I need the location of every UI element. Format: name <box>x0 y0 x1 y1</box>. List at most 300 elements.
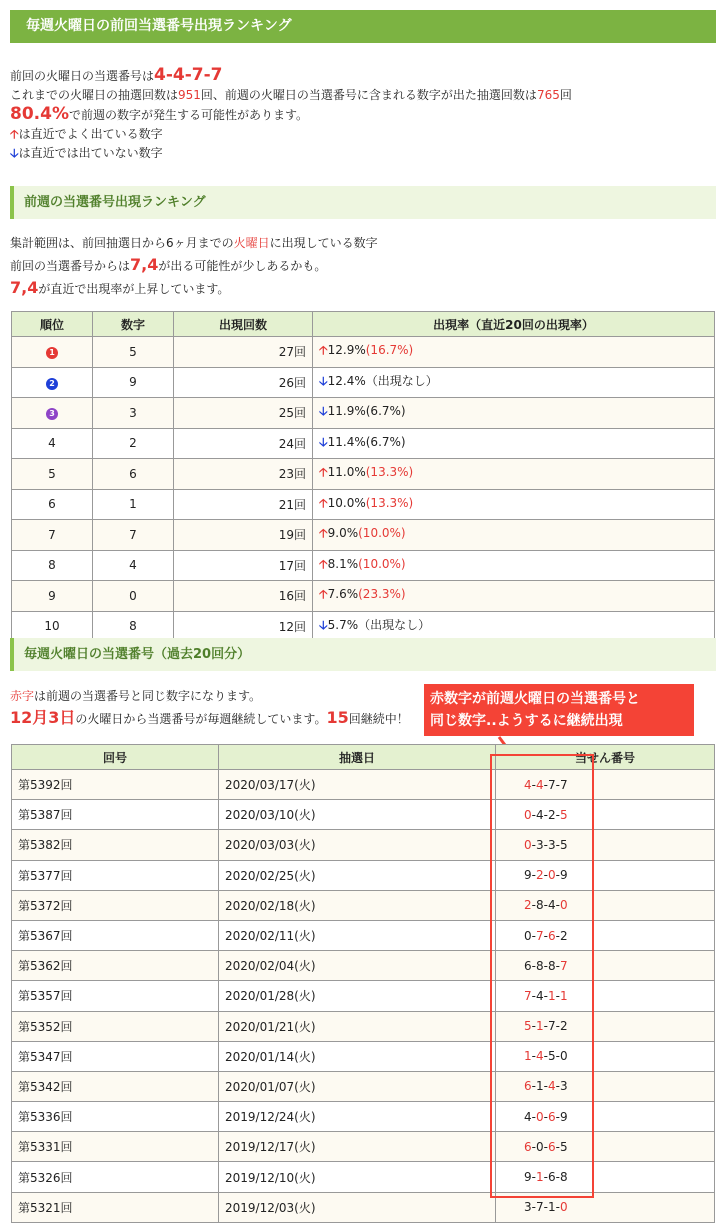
winning-cell <box>496 1162 715 1192</box>
callout-line2: 同じ数字..ようするに継続出現 <box>430 713 623 729</box>
date-cell: 2020/03/10(火) <box>219 800 496 830</box>
winning-digit: 0 <box>559 1049 568 1064</box>
rate-cell <box>313 581 715 612</box>
intro-block <box>10 66 710 163</box>
winning-cell <box>496 800 715 830</box>
col-rate: 出現率（直近20回の出現率） <box>313 312 715 337</box>
count-cell: 24回 <box>174 428 313 459</box>
round-cell: 第5331回 <box>12 1132 219 1162</box>
history-row <box>12 1192 715 1222</box>
col-winning: 当せん番号 <box>496 745 715 770</box>
round-cell: 第5347回 <box>12 1041 219 1071</box>
digit-separator: - <box>531 1170 536 1185</box>
arrow-down-icon: 🡣 <box>10 146 19 160</box>
round-cell: 第5367回 <box>12 920 219 950</box>
rate-cell <box>313 489 715 520</box>
number-cell: 0 <box>93 581 174 612</box>
count-cell: 26回 <box>174 367 313 398</box>
digit-separator: - <box>531 1079 536 1094</box>
recent-rate: (23.3%) <box>358 587 406 602</box>
winning-digit: 6 <box>547 1139 556 1154</box>
round-cell: 第5321回 <box>12 1192 219 1222</box>
winning-digit: 2 <box>547 807 556 822</box>
winning-digit: 1 <box>535 1079 544 1094</box>
winning-digit: 3 <box>547 837 556 852</box>
rank-cell: 5 <box>12 459 93 490</box>
round-cell: 第5372回 <box>12 890 219 920</box>
history-row <box>12 1162 715 1192</box>
digit-separator: - <box>543 807 548 822</box>
history-row <box>12 951 715 981</box>
streak-mid: の火曜日から当選番号が毎週継続しています。 <box>75 712 327 726</box>
digit-separator: - <box>543 988 548 1003</box>
trend-line <box>10 277 710 300</box>
col-rank: 順位 <box>12 312 93 337</box>
history-row <box>12 1011 715 1041</box>
digit-separator: - <box>555 777 560 792</box>
rank-cell: 7 <box>12 520 93 551</box>
col-count: 出現回数 <box>174 312 313 337</box>
count-cell: 16回 <box>174 581 313 612</box>
callout-line1: 赤数字が前週火曜日の当選番号と <box>430 691 640 707</box>
winning-digit: 2 <box>535 868 544 883</box>
digit-separator: - <box>543 1049 548 1064</box>
digit-separator: - <box>543 1139 548 1154</box>
date-cell: 2019/12/24(火) <box>219 1102 496 1132</box>
history-row <box>12 920 715 950</box>
date-cell: 2020/01/21(火) <box>219 1011 496 1041</box>
winning-cell <box>496 1102 715 1132</box>
ranking-row <box>12 337 715 368</box>
date-cell: 2019/12/10(火) <box>219 1162 496 1192</box>
number-cell: 1 <box>93 489 174 520</box>
recent-rate: (10.0%) <box>358 556 406 571</box>
date-cell: 2020/02/11(火) <box>219 920 496 950</box>
digit-separator: - <box>531 807 536 822</box>
digit-separator: - <box>531 868 536 883</box>
trend-up-icon: 🡡 <box>319 526 328 541</box>
winning-digit: 0 <box>535 1139 544 1154</box>
winning-digit: 4 <box>524 1109 532 1124</box>
digit-separator: - <box>543 1079 548 1094</box>
history-row <box>12 1071 715 1101</box>
trend-down-icon: 🡣 <box>319 373 328 388</box>
winning-digit: 4 <box>547 898 556 913</box>
rank-medal-icon: 3 <box>46 408 58 420</box>
trend-up-icon: 🡡 <box>319 587 328 602</box>
digit-separator: - <box>555 1019 560 1034</box>
winning-digit: 9 <box>559 1109 568 1124</box>
ranking-header-row <box>12 312 715 337</box>
winning-digit: 8 <box>559 1170 568 1185</box>
date-cell: 2020/02/25(火) <box>219 860 496 890</box>
winning-cell <box>496 1011 715 1041</box>
number-cell: 2 <box>93 428 174 459</box>
range-day: 火曜日 <box>233 236 270 250</box>
prev-prefix: 前回の火曜日の当選番号は <box>10 69 155 83</box>
trend-suffix: が直近で出現率が上昇しています。 <box>38 282 230 296</box>
pct-suffix: で前週の数字が発生する可能性があります。 <box>68 108 309 122</box>
rate-value: 11.0% <box>327 465 366 480</box>
digit-separator: - <box>543 928 548 943</box>
winning-digit: 9 <box>559 868 568 883</box>
number-cell: 4 <box>93 550 174 581</box>
winning-cell <box>496 951 715 981</box>
date-cell: 2020/02/04(火) <box>219 951 496 981</box>
winning-digit: 2 <box>559 1019 568 1034</box>
winning-digit: 5 <box>559 837 568 852</box>
date-cell: 2020/03/17(火) <box>219 770 496 800</box>
date-cell: 2019/12/03(火) <box>219 1192 496 1222</box>
trend-up-icon: 🡡 <box>319 343 328 358</box>
winning-digit: 4 <box>535 988 544 1003</box>
winning-digit: 9 <box>524 868 532 883</box>
winning-digit: 2 <box>559 928 568 943</box>
rank-medal-icon: 1 <box>46 347 58 359</box>
digit-separator: - <box>531 958 536 973</box>
winning-digit: 7 <box>524 988 532 1003</box>
recent-rate: (10.0%) <box>358 526 406 541</box>
history-row <box>12 770 715 800</box>
rate-cell <box>313 520 715 551</box>
history-row <box>12 1132 715 1162</box>
winning-cell <box>496 1041 715 1071</box>
history-row <box>12 1102 715 1132</box>
winning-cell <box>496 770 715 800</box>
date-cell: 2020/01/07(火) <box>219 1071 496 1101</box>
trend-down-icon: 🡣 <box>319 404 328 419</box>
rate-value: 11.9% <box>327 404 366 419</box>
digit-separator: - <box>531 898 536 913</box>
pct-line <box>10 105 710 125</box>
digit-separator: - <box>543 837 548 852</box>
winning-digit: 5 <box>559 1139 568 1154</box>
ranking-row <box>12 398 715 429</box>
digit-separator: - <box>531 837 536 852</box>
winning-digit: 7 <box>535 1200 544 1215</box>
digit-separator: - <box>555 988 560 1003</box>
prev-number-line <box>10 66 710 86</box>
legend-up-text: は直近でよく出ている数字 <box>18 127 163 141</box>
rate-cell <box>313 459 715 490</box>
pct-value: 80.4% <box>10 104 69 124</box>
section1-title: 前週の当選番号出現ランキング <box>10 186 716 219</box>
trend-nums: 7,4 <box>10 278 39 297</box>
rank-cell <box>12 367 93 398</box>
winning-digit: 6 <box>524 958 532 973</box>
date-cell: 2020/03/03(火) <box>219 830 496 860</box>
rate-value: 12.9% <box>327 343 366 358</box>
history-row <box>12 890 715 920</box>
winning-digit: 7 <box>559 958 568 973</box>
winning-digit: 7 <box>559 777 568 792</box>
rate-cell <box>313 428 715 459</box>
winning-digit: 1 <box>535 1170 544 1185</box>
winning-digit: 1 <box>524 1049 532 1064</box>
winning-digit: 5 <box>559 807 568 822</box>
count-cell: 25回 <box>174 398 313 429</box>
rate-value: 9.0% <box>327 526 359 541</box>
digit-separator: - <box>555 1170 560 1185</box>
range-line <box>10 232 710 254</box>
winning-digit: 3 <box>535 837 544 852</box>
winning-digit: 8 <box>535 958 544 973</box>
winning-cell <box>496 1132 715 1162</box>
rate-value: 7.6% <box>327 587 359 602</box>
count-cell: 21回 <box>174 489 313 520</box>
winning-digit: 8 <box>547 958 556 973</box>
digit-separator: - <box>531 1139 536 1154</box>
round-cell: 第5336回 <box>12 1102 219 1132</box>
count-cell: 12回 <box>174 611 313 642</box>
date-cell: 2019/12/17(火) <box>219 1132 496 1162</box>
digit-separator: - <box>531 1049 536 1064</box>
round-cell: 第5387回 <box>12 800 219 830</box>
trend-down-icon: 🡣 <box>319 434 328 449</box>
legend-up <box>10 125 710 144</box>
hint-prefix: 前回の当選番号からは <box>10 259 131 273</box>
round-cell: 第5342回 <box>12 1071 219 1101</box>
section1-text <box>10 232 710 300</box>
digit-separator: - <box>555 1139 560 1154</box>
hint-nums: 7,4 <box>130 255 159 274</box>
rate-value: 11.4% <box>327 434 366 449</box>
rate-cell <box>313 550 715 581</box>
digit-separator: - <box>531 988 536 1003</box>
digit-separator: - <box>543 1200 548 1215</box>
number-cell: 5 <box>93 337 174 368</box>
winning-digit: 2 <box>524 898 532 913</box>
digit-separator: - <box>555 1109 560 1124</box>
ranking-table <box>11 311 715 642</box>
winning-digit: 7 <box>535 928 544 943</box>
winning-cell <box>496 860 715 890</box>
rate-cell <box>313 398 715 429</box>
recent-rate: （出現なし） <box>365 373 438 388</box>
ranking-row <box>12 489 715 520</box>
winning-digit: 0 <box>559 1200 568 1215</box>
digit-separator: - <box>555 837 560 852</box>
history-row <box>12 860 715 890</box>
winning-digit: 1 <box>547 988 556 1003</box>
winning-digit: 6 <box>547 1170 556 1185</box>
winning-digit: 1 <box>559 988 568 1003</box>
number-cell: 8 <box>93 611 174 642</box>
digit-separator: - <box>555 928 560 943</box>
rate-cell <box>313 367 715 398</box>
winning-digit: 6 <box>524 1079 532 1094</box>
ranking-row <box>12 581 715 612</box>
legend-down <box>10 144 710 163</box>
date-cell: 2020/01/14(火) <box>219 1041 496 1071</box>
recent-rate: (13.3%) <box>365 495 414 510</box>
ranking-row <box>12 459 715 490</box>
date-cell: 2020/01/28(火) <box>219 981 496 1011</box>
streak-suffix: 回継続中！ <box>348 712 409 726</box>
digit-separator: - <box>543 868 548 883</box>
winning-digit: 1 <box>547 1200 556 1215</box>
winning-cell <box>496 830 715 860</box>
history-row <box>12 1041 715 1071</box>
note-suffix: は前週の当選番号と同じ数字になります。 <box>34 689 262 703</box>
count-prefix: これまでの火曜日の抽選回数は <box>10 88 179 102</box>
winning-digit: 5 <box>524 1019 532 1034</box>
digit-separator: - <box>543 1109 548 1124</box>
winning-digit: 0 <box>547 868 556 883</box>
rate-value: 12.4% <box>327 373 366 388</box>
recent-rate: (6.7%) <box>365 404 406 419</box>
history-table <box>11 744 715 1223</box>
col-round: 回号 <box>12 745 219 770</box>
col-date: 抽選日 <box>219 745 496 770</box>
winning-digit: 6 <box>524 1139 532 1154</box>
digit-separator: - <box>555 807 560 822</box>
count-cell: 23回 <box>174 459 313 490</box>
range-prefix: 集計範囲は、前回抽選日から6ヶ月までの <box>10 236 234 250</box>
digit-separator: - <box>543 958 548 973</box>
round-cell: 第5326回 <box>12 1162 219 1192</box>
round-cell: 第5382回 <box>12 830 219 860</box>
winning-digit: 4 <box>524 777 532 792</box>
winning-digit: 0 <box>524 928 532 943</box>
digit-separator: - <box>531 928 536 943</box>
digit-separator: - <box>555 868 560 883</box>
digit-separator: - <box>555 1049 560 1064</box>
count-mid: 回、前週の火曜日の当選番号に含まれる数字が出た抽選回数は <box>200 88 537 102</box>
digit-separator: - <box>531 1019 536 1034</box>
winning-digit: 3 <box>559 1079 568 1094</box>
history-header-row <box>12 745 715 770</box>
rank-medal-icon: 2 <box>46 378 58 390</box>
winning-cell <box>496 890 715 920</box>
winning-digit: 5 <box>547 1049 556 1064</box>
winning-digit: 6 <box>547 928 556 943</box>
trend-up-icon: 🡡 <box>319 495 328 510</box>
winning-digit: 4 <box>535 807 544 822</box>
winning-cell <box>496 1192 715 1222</box>
round-cell: 第5352回 <box>12 1011 219 1041</box>
rank-cell: 10 <box>12 611 93 642</box>
winning-digit: 0 <box>524 837 532 852</box>
streak-date: 12月3日 <box>10 708 76 727</box>
ranking-row <box>12 611 715 642</box>
rank-cell: 9 <box>12 581 93 612</box>
rank-cell: 8 <box>12 550 93 581</box>
number-cell: 7 <box>93 520 174 551</box>
rank-cell: 6 <box>12 489 93 520</box>
digit-separator: - <box>555 898 560 913</box>
digit-separator: - <box>531 777 536 792</box>
range-suffix: に出現している数字 <box>269 236 378 250</box>
digit-separator: - <box>555 958 560 973</box>
winning-digit: 9 <box>524 1170 532 1185</box>
round-cell: 第5392回 <box>12 770 219 800</box>
col-number: 数字 <box>93 312 174 337</box>
winning-digit: 4 <box>535 777 544 792</box>
hint-line <box>10 254 710 277</box>
count-line <box>10 86 710 105</box>
digit-separator: - <box>555 1079 560 1094</box>
round-cell: 第5357回 <box>12 981 219 1011</box>
count-cell: 27回 <box>174 337 313 368</box>
ranking-row <box>12 367 715 398</box>
count-suffix: 回 <box>559 88 572 102</box>
trend-up-icon: 🡡 <box>319 465 328 480</box>
section2-title: 毎週火曜日の当選番号（過去20回分） <box>10 638 716 671</box>
winning-digit: 8 <box>535 898 544 913</box>
winning-digit: 0 <box>524 807 532 822</box>
digit-separator: - <box>531 1109 536 1124</box>
rate-cell <box>313 611 715 642</box>
winning-cell <box>496 981 715 1011</box>
arrow-up-icon: 🡡 <box>10 127 19 141</box>
digit-separator: - <box>543 777 548 792</box>
count-cell: 19回 <box>174 520 313 551</box>
note-red: 赤字 <box>10 689 35 703</box>
winning-digit: 7 <box>547 777 556 792</box>
winning-cell <box>496 1071 715 1101</box>
trend-down-icon: 🡣 <box>319 617 328 632</box>
winning-digit: 4 <box>535 1049 544 1064</box>
count-hit: 765 <box>536 88 560 102</box>
recent-rate: (6.7%) <box>365 434 406 449</box>
number-cell: 6 <box>93 459 174 490</box>
winning-digit: 0 <box>535 1109 544 1124</box>
winning-digit: 7 <box>547 1019 556 1034</box>
page-title: 毎週火曜日の前回当選番号出現ランキング <box>10 10 716 43</box>
rank-cell: 4 <box>12 428 93 459</box>
streak-count: 15 <box>326 708 349 727</box>
digit-separator: - <box>531 1200 536 1215</box>
recent-rate: (16.7%) <box>365 343 414 358</box>
history-row <box>12 830 715 860</box>
winning-digit: 1 <box>535 1019 544 1034</box>
annotation-callout <box>424 684 694 736</box>
hint-suffix: が出る可能性が少しあるかも。 <box>158 259 327 273</box>
number-cell: 9 <box>93 367 174 398</box>
rank-cell <box>12 337 93 368</box>
winning-digit: 0 <box>559 898 568 913</box>
legend-down-text: は直近では出ていない数字 <box>18 146 163 160</box>
history-row <box>12 981 715 1011</box>
number-cell: 3 <box>93 398 174 429</box>
ranking-row <box>12 550 715 581</box>
recent-rate: （出現なし） <box>358 617 431 632</box>
count-cell: 17回 <box>174 550 313 581</box>
winning-digit: 4 <box>547 1079 556 1094</box>
rank-cell <box>12 398 93 429</box>
ranking-row <box>12 520 715 551</box>
rate-value: 10.0% <box>327 495 366 510</box>
winning-cell <box>496 920 715 950</box>
round-cell: 第5377回 <box>12 860 219 890</box>
rate-value: 8.1% <box>327 556 359 571</box>
winning-digit: 3 <box>524 1200 532 1215</box>
recent-rate: (13.3%) <box>365 465 414 480</box>
ranking-row <box>12 428 715 459</box>
round-cell: 第5362回 <box>12 951 219 981</box>
trend-up-icon: 🡡 <box>319 556 328 571</box>
digit-separator: - <box>543 1019 548 1034</box>
history-row <box>12 800 715 830</box>
digit-separator: - <box>543 1170 548 1185</box>
rate-value: 5.7% <box>327 617 359 632</box>
date-cell: 2020/02/18(火) <box>219 890 496 920</box>
prev-number: 4-4-7-7 <box>154 65 223 85</box>
count-total: 951 <box>178 88 201 102</box>
digit-separator: - <box>555 1200 560 1215</box>
digit-separator: - <box>543 898 548 913</box>
